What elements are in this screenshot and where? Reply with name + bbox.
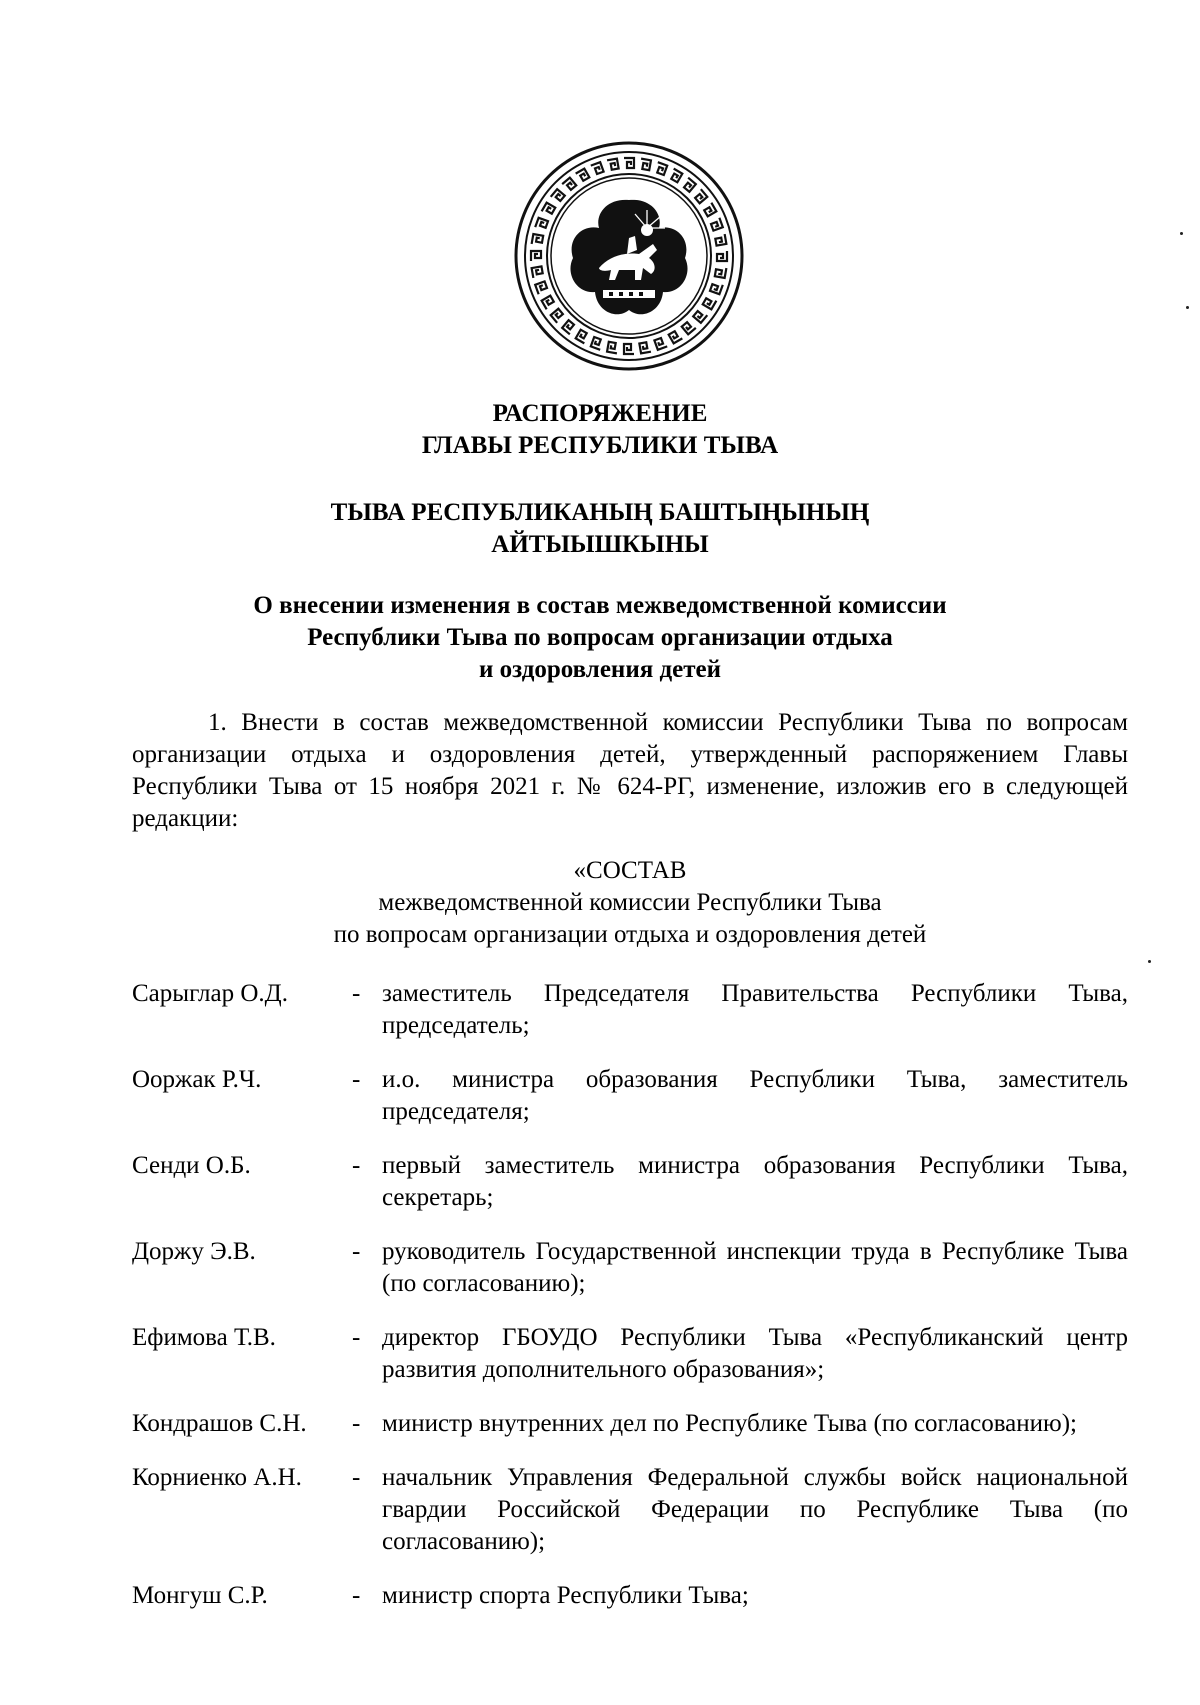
meander-segment	[703, 296, 717, 310]
tyva-heading-line-1: ТЫВА РЕСПУБЛИКАНЫҢ БАШТЫҢЫНЫҢ	[330, 499, 870, 526]
member-role: и.о. министра образования Республики Тыва, заместитель председателя;	[382, 1066, 1128, 1125]
member-row	[132, 1064, 1128, 1128]
member-row	[132, 978, 1128, 1042]
tyva-heading-line-2: АЙТЫЫШКЫНЫ	[491, 531, 709, 558]
member-name: Ефимова Т.В.	[132, 1324, 276, 1351]
subject-line-3: и оздоровления детей	[478, 656, 722, 683]
member-dash: -	[352, 1066, 361, 1093]
member-row	[132, 1150, 1128, 1214]
member-dash: -	[352, 1238, 361, 1265]
member-row	[132, 1322, 1128, 1386]
coat-of-arms-emblem	[513, 140, 745, 372]
document-type-heading	[100, 398, 1100, 462]
meander-segment	[654, 162, 667, 175]
meander-segment	[669, 169, 683, 183]
member-dash: -	[352, 1324, 361, 1351]
member-dash: -	[352, 980, 361, 1007]
member-role: начальник Управления Федеральной службы войск национальной гвардии Российской Федерации по Республике Тыва (по согласованию);	[382, 1464, 1128, 1555]
heading-line-1: РАСПОРЯЖЕНИЕ	[492, 400, 708, 427]
meander-segment	[715, 266, 727, 278]
member-row	[132, 1462, 1128, 1558]
meander-segment	[532, 266, 544, 278]
heading-line-2: ГЛАВЫ РЕСПУБЛИКИ ТЫВА	[421, 432, 779, 459]
meander-segment	[703, 203, 717, 217]
meander-segment	[624, 158, 634, 168]
members-list	[132, 978, 1128, 1634]
composition-heading	[132, 855, 1128, 951]
document-subject	[100, 590, 1100, 686]
composition-subtitle-2: по вопросам организации отдыха и оздоровления детей	[333, 921, 927, 948]
scan-speck	[1148, 960, 1151, 963]
member-role: министр спорта Республики Тыва;	[382, 1582, 749, 1609]
member-role: руководитель Государственной инспекции труда в Республике Тыва (по согласованию);	[382, 1238, 1128, 1297]
member-name: Монгуш С.Р.	[132, 1582, 268, 1609]
scan-speck	[1180, 232, 1183, 235]
member-dash: -	[352, 1582, 361, 1609]
meander-segment	[654, 337, 667, 350]
composition-title: «СОСТАВ	[573, 857, 687, 884]
member-row	[132, 1408, 1128, 1440]
member-name: Ооржак Р.Ч.	[132, 1066, 262, 1093]
member-role: министр внутренних дел по Республике Тыва (по согласованию);	[382, 1410, 1077, 1437]
member-dash: -	[352, 1464, 361, 1491]
meander-segment	[639, 342, 651, 354]
meander-segment	[532, 234, 544, 246]
member-dash: -	[352, 1152, 361, 1179]
meander-segment	[710, 281, 723, 294]
meander-segment	[717, 251, 727, 261]
meander-segment	[551, 309, 565, 323]
composition-subtitle-1: межведомственной комиссии Республики Тыва	[378, 889, 882, 916]
member-name: Кондрашов С.Н.	[132, 1410, 307, 1437]
meander-segment	[682, 320, 696, 334]
meander-segment	[562, 178, 576, 192]
member-row	[132, 1236, 1128, 1300]
meander-segment	[682, 178, 696, 192]
scan-speck	[1186, 306, 1189, 309]
meander-segment	[531, 251, 541, 261]
meander-segment	[639, 159, 651, 171]
subject-line-2: Республики Тыва по вопросам организации отдыха	[307, 624, 893, 651]
meander-segment	[576, 330, 590, 344]
meander-segment	[591, 337, 604, 350]
meander-segment	[591, 162, 604, 175]
meander-segment	[551, 189, 565, 203]
meander-segment	[542, 203, 556, 217]
meander-segment	[669, 330, 683, 344]
meander-segment	[693, 189, 707, 203]
member-role: заместитель Председателя Правительства Республики Тыва, председатель;	[382, 980, 1128, 1039]
member-role: первый заместитель министра образования Республики Тыва, секретарь;	[382, 1152, 1128, 1211]
meander-segment	[542, 296, 556, 310]
member-dash: -	[352, 1410, 361, 1437]
member-name: Доржу Э.В.	[132, 1238, 256, 1265]
body-paragraph-1: 1. Внести в состав межведомственной комиссии Республики Тыва по вопросам организации отдыха и оздоровления детей, утвержденный распоряжением Главы Республики Тыва от 15 ноября 2021 г. № 624-РГ, изменение, изложив его в следующей редакции:	[132, 709, 1128, 832]
meander-segment	[607, 342, 619, 354]
meander-segment	[576, 169, 590, 183]
meander-segment	[535, 218, 548, 231]
member-row	[132, 1580, 1128, 1612]
member-role: директор ГБОУДО Республики Тыва «Республиканский центр развития дополнительного образования»;	[382, 1324, 1128, 1383]
member-name: Сарыглар О.Д.	[132, 980, 288, 1007]
meander-segment	[715, 234, 727, 246]
meander-segment	[562, 320, 576, 334]
meander-segment	[710, 218, 723, 231]
meander-segment	[535, 281, 548, 294]
meander-segment	[624, 344, 634, 354]
subject-line-1: О внесении изменения в состав межведомственной комиссии	[253, 592, 947, 619]
member-name: Сенди О.Б.	[132, 1152, 251, 1179]
meander-segment	[607, 159, 619, 171]
tyva-heading	[100, 497, 1100, 561]
member-name: Корниенко А.Н.	[132, 1464, 302, 1491]
meander-segment	[693, 309, 707, 323]
